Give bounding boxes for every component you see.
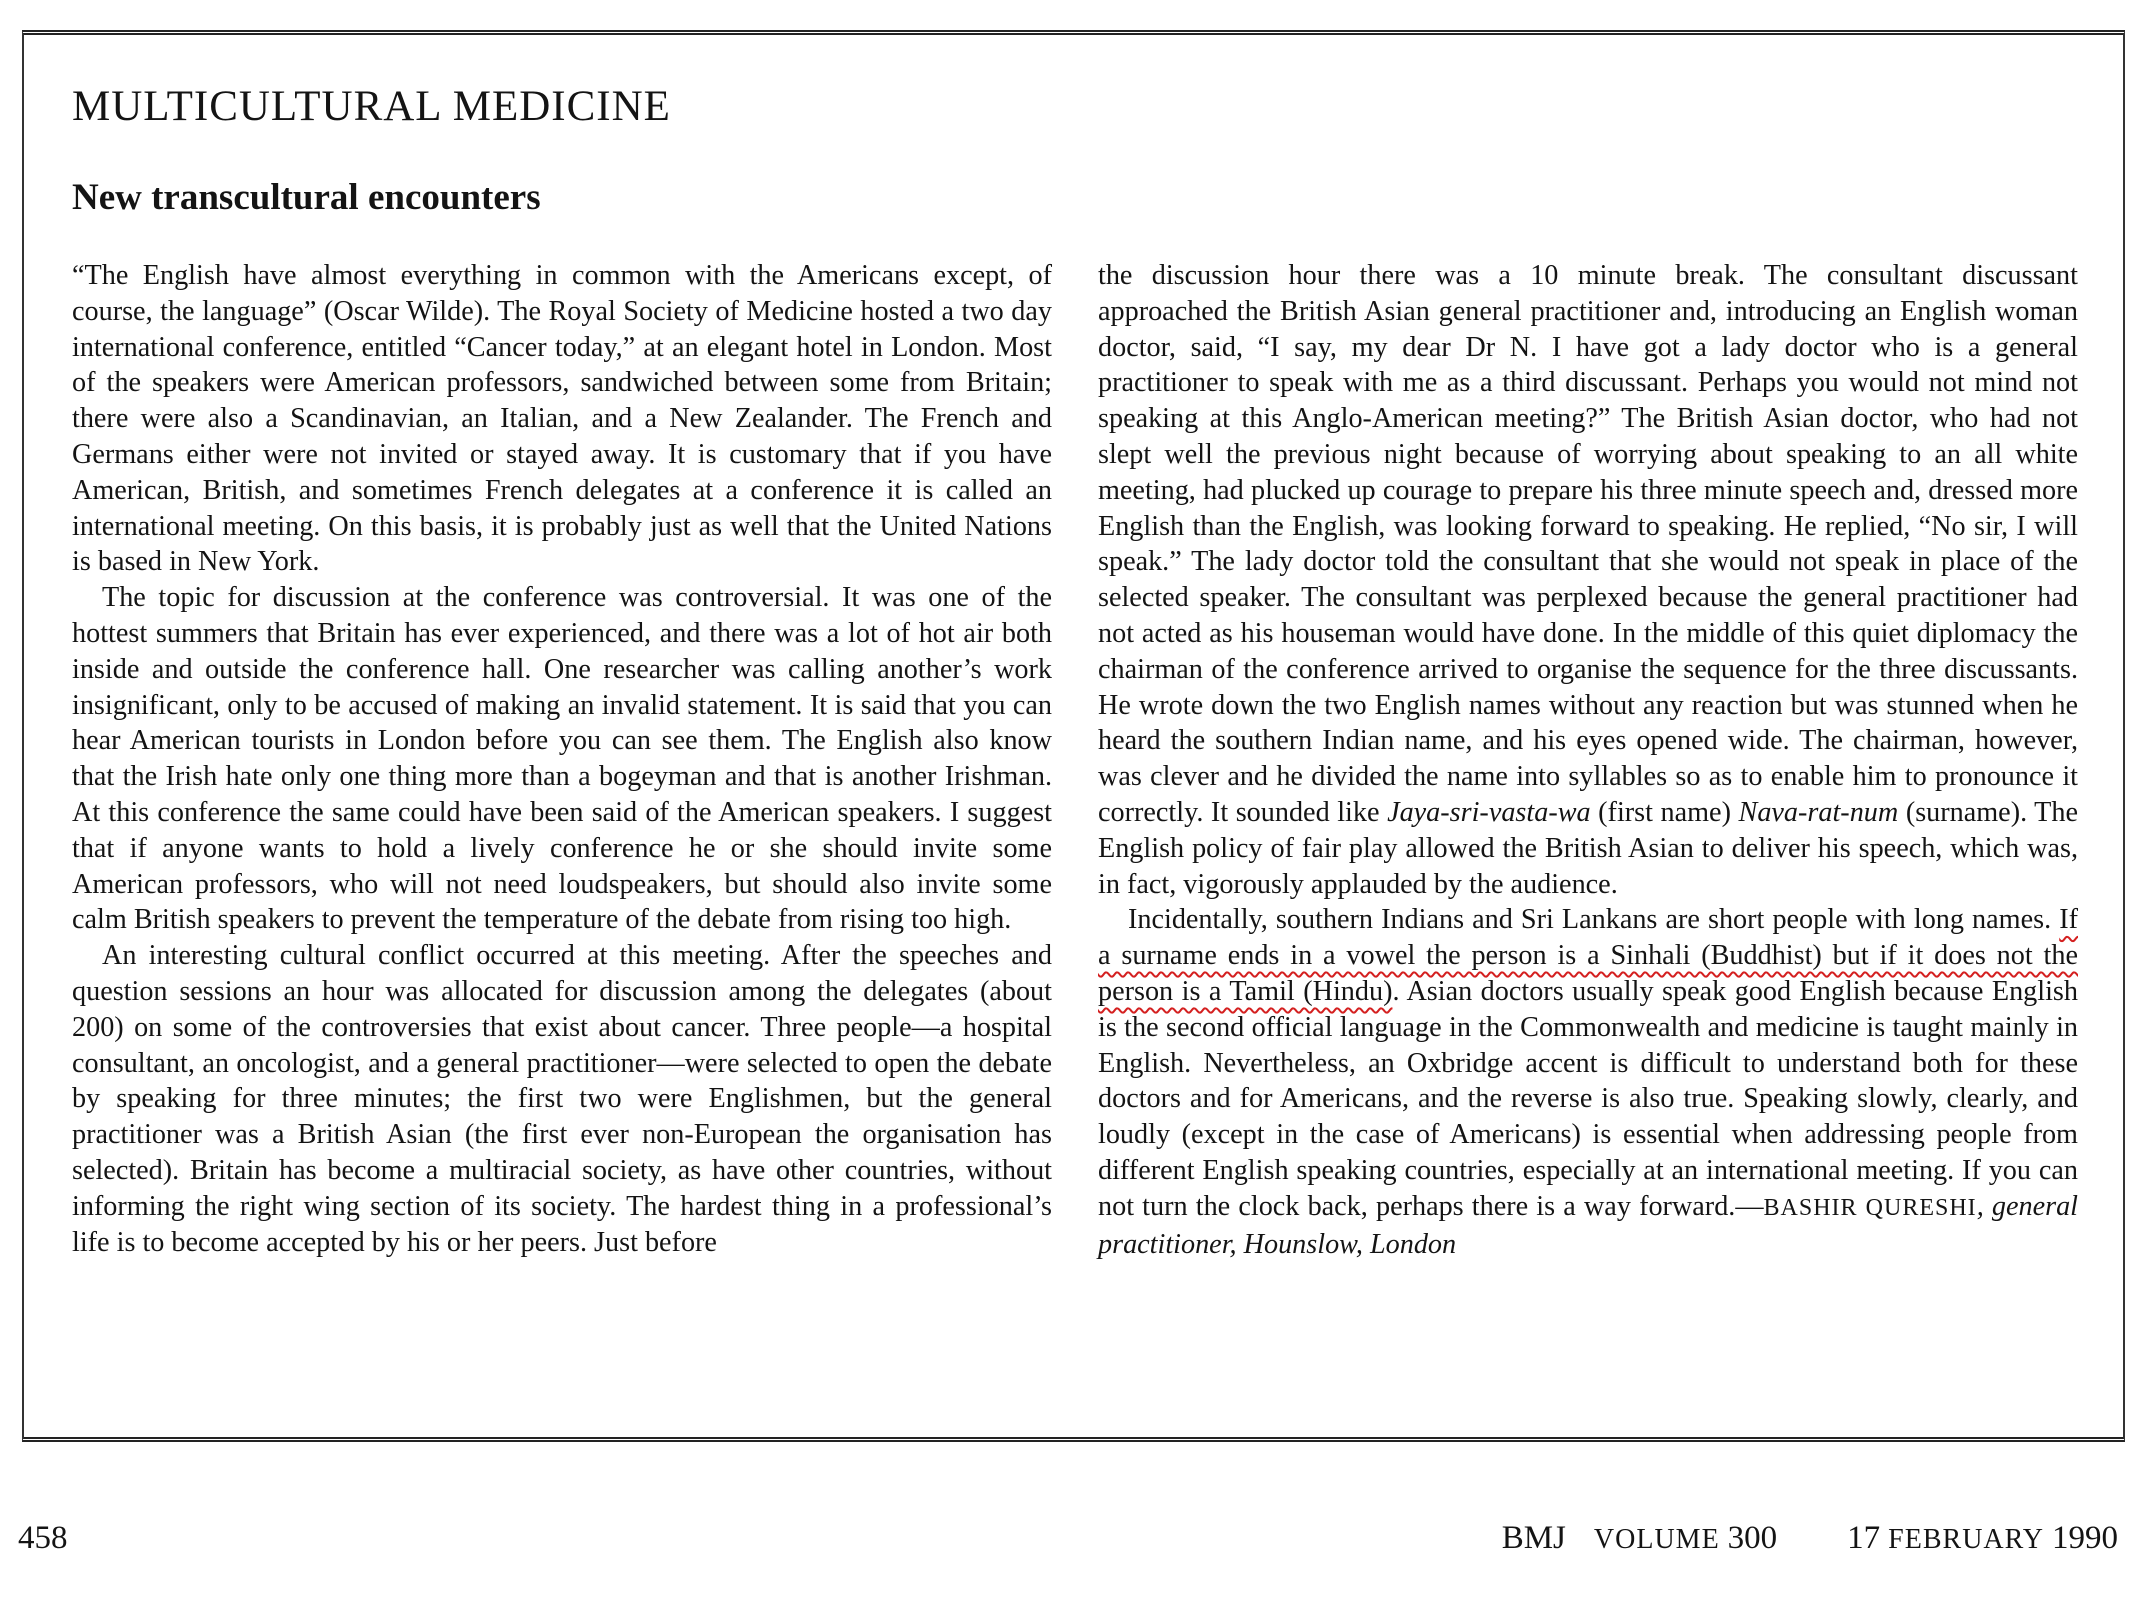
paragraph: An interesting cultural conflict occurred at this meeting. After the speeches and question sessions an hour was allocated for discussion among the delegates (about 200) on some of the controversies that exist about cancer. Three people—a hospital consultant, an oncologist, and a general practitioner—were selected to open the debate by speaking for three minutes; the first two were Englishmen, but the general practitioner was a British Asian (the first ever non-European the organisation has selected). Britain has become a multiracial society, as have other countries, without informing the right wing section of its society. The hardest thing in a professional’s life is to become accepted by his or her peers. Just before: [72, 940, 1052, 1258]
paragraph-text: . Asian doctors usually speak good English because English is the second official language in the Commonwealth and medicine is taught mainly in English. Nevertheless, an Oxbridge accent is difficult to understand both for these doctors and for Americans, and the reverse is also true. Speaking slowly, clearly, and loudly (except in the case of Americans) is essential when addressing people from different English speaking countries, especially at an international meeting. If you can not turn the clock back, perhaps there is a way forward.—: [1098, 975, 2078, 1222]
paragraph-text: the discussion hour there was a 10 minute break. The consultant discussant approached the British Asian general practitioner and, introducing an English woman doctor, said, “I say, my dear Dr N. I have got a lady doctor who is a general practitioner to speak with me as a third discussant. Perhaps you would not mind not speaking at this Anglo-American meeting?” The British Asian doctor, who had not slept well the previous night because of worrying about speaking to an all white meeting, had plucked up courage to prepare his three minute speech and, dressed more English than the English, was looking forward to speaking. He replied, “No sir, I will speak.” The lady doctor told the consultant that she would not speak in place of the selected speaker. The consultant was perplexed because the general practitioner had not acted as his houseman would have done. In the middle of this quiet diplomacy the chairman of the conference arrived to organise the sequence for the three discussants. He wrote down the two English names without any reaction but was stunned when he heard the southern Indian name, and his eyes opened wide. The chairman, however, was clever and he divided the name into syllables so as to enable him to pronounce it correctly. It sounded like: [1098, 260, 2078, 828]
paragraph: [1098, 902, 2078, 1262]
first-name-syllables: Jaya-sri-vasta-wa: [1387, 796, 1591, 828]
journal-name: BMJ: [1501, 1520, 1566, 1556]
author-affiliation: , general practitioner, Hounslow, London: [1098, 1190, 2079, 1260]
surname-syllables: Nava-rat-num: [1738, 796, 1899, 828]
paragraph: [1098, 258, 2078, 902]
volume-label: VOLUME: [1593, 1524, 1720, 1555]
left-column: [72, 258, 1052, 1260]
date-day: 17: [1847, 1520, 1881, 1556]
paragraph-text: (first name): [1590, 796, 1739, 828]
paragraph-text: Incidentally, southern Indians and Sri Lankans are short people with long names.: [1128, 904, 2060, 936]
author-name: BASHIR QURESHI: [1763, 1194, 1977, 1221]
article-title: New transcultural encounters: [72, 177, 541, 218]
paragraph: The topic for discussion at the conference was controversial. It was one of the hottest summers that Britain has ever experienced, and there was a lot of hot air both inside and outside the conference hall. One researcher was calling another’s work insignificant, only to be accused of making an invalid statement. It is said that you can hear American tourists in London before you can see them. The English also know that the Irish hate only one thing more than a bogeyman and that is another Irishman. At this conference the same could have been said of the American speakers. I suggest that if anyone wants to hold a lively conference he or she should invite some American professors, who will not need loudspeakers, but should also invite some calm British speakers to prevent the temperature of the debate from rising too high.: [72, 582, 1052, 936]
highlighted-sentence: If a surname ends in a vowel the person is a Sinhali (Buddhist) but if it does not the person is a Tamil (Hindu): [1098, 904, 2078, 1007]
right-column: [1098, 258, 2078, 1262]
page-number: 458: [18, 1520, 68, 1556]
date-year: 1990: [2052, 1520, 2118, 1556]
volume-number: 300: [1727, 1520, 1778, 1556]
date-month: FEBRUARY: [1888, 1524, 2044, 1555]
paragraph-text: (surname). The English policy of fair play allowed the British Asian to deliver his speech, which was, in fact, vigorously applauded by the audience.: [1098, 796, 2078, 900]
section-title: MULTICULTURAL MEDICINE: [72, 83, 671, 130]
journal-citation: [1502, 1520, 2118, 1557]
paragraph: “The English have almost everything in common with the Americans except, of course, the language” (Oscar Wilde). The Royal Society of Medicine hosted a two day international conference, entitled “Cancer today,” at an elegant hotel in London. Most of the speakers were American professors, sandwiched between some from Britain; there were also a Scandinavian, an Italian, and a New Zealander. The French and Germans either were not invited or stayed away. It is customary that if you have American, British, and sometimes French delegates at a conference it is called an international meeting. On this basis, it is probably just as well that the United Nations is based in New York.: [72, 260, 1052, 578]
